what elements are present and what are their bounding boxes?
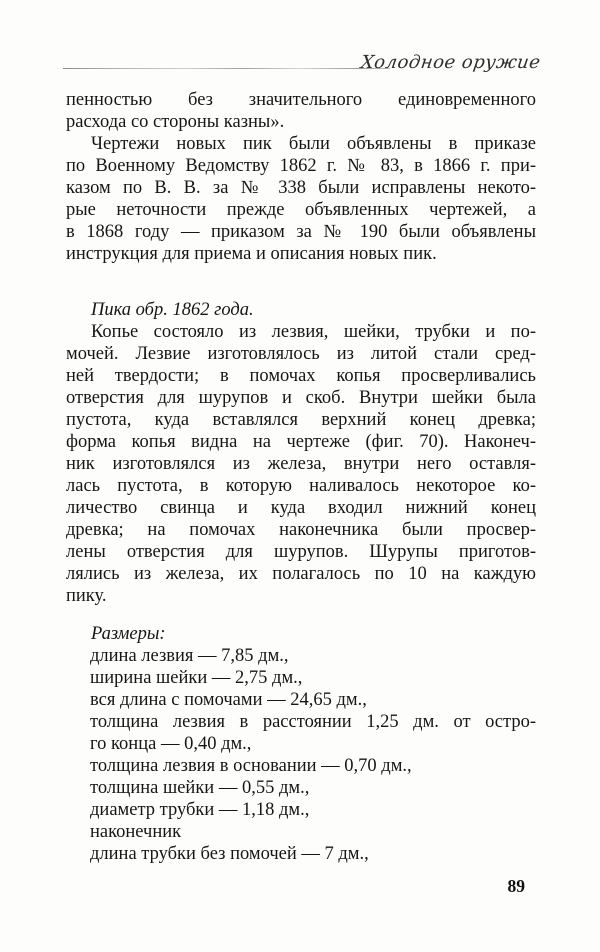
text-line: Копье состояло из лезвия, шейки, трубки и по- xyxy=(91,322,536,342)
text-line: отверстия для шурупов и скоб. Внутри шейки была xyxy=(66,388,536,408)
text-line: Чертежи новых пик были объявлены в приказе xyxy=(91,134,536,154)
text-line: ней твердости; в помочах копья просверливались xyxy=(66,366,536,386)
text-line: форма копья видна на чертеже (фиг. 70). Наконеч- xyxy=(66,432,536,452)
paragraph-description xyxy=(66,321,536,607)
dimension-line: го конца — 0,40 дм., xyxy=(90,734,252,754)
text-line: древка; на помочах наконечника были просвер- xyxy=(66,520,536,540)
text-line: ник изготовлялся из железа, внутри него оставля- xyxy=(66,454,536,474)
page-content xyxy=(66,89,536,865)
dimension-line: ширина шейки — 2,75 дм., xyxy=(90,668,303,688)
text-line: лены отверстия для шурупов. Шурупы приготов- xyxy=(66,542,536,562)
text-line: мочей. Лезвие изготовлялось из литой стали сред- xyxy=(66,344,536,364)
paragraph-continuation xyxy=(66,89,536,133)
page-number: 89 xyxy=(507,876,525,896)
header-rule xyxy=(63,68,390,69)
text-line: личество свинца и куда входил нижний конец xyxy=(66,498,536,518)
text-line: расхода со стороны казны». xyxy=(66,112,285,132)
dimension-line: длина трубки без помочей — 7 дм., xyxy=(90,844,369,864)
dimensions-list xyxy=(66,645,536,865)
dimension-line: толщина лезвия в расстоянии 1,25 дм. от остро- xyxy=(90,712,536,732)
dimension-line: толщина лезвия в основании — 0,70 дм., xyxy=(90,756,412,776)
section-heading-sizes: Размеры: xyxy=(91,624,166,644)
running-header-title: Холодное оружие xyxy=(359,52,542,73)
text-line: лась пустота, в которую наливалось некоторое ко- xyxy=(66,476,536,496)
text-line: казом по В. В. за № 338 были исправлены некото- xyxy=(66,178,536,198)
text-line: пенностью без значительного единовременного xyxy=(66,90,536,110)
dimension-line: длина лезвия — 7,85 дм., xyxy=(90,646,289,666)
text-line: инструкция для приема и описания новых пик. xyxy=(66,244,437,264)
dimension-line: толщина шейки — 0,55 дм., xyxy=(90,778,310,798)
paragraph-orders xyxy=(66,133,536,265)
text-line: в 1868 году — приказом за № 190 были объявлены xyxy=(66,222,536,242)
text-line: рые неточности прежде объявленных чертежей, а xyxy=(66,200,536,220)
text-line: по Военному Ведомству 1862 г. № 83, в 1866 г. при- xyxy=(66,156,536,176)
dimension-line: диаметр трубки — 1,18 дм., xyxy=(90,800,310,820)
section-heading-pika: Пика обр. 1862 года. xyxy=(91,300,254,320)
text-line: пику. xyxy=(66,586,107,606)
dimension-line: вся длина с помочами — 24,65 дм., xyxy=(90,690,367,710)
dimension-line: наконечник xyxy=(90,822,182,842)
text-line: лялись из железа, их полагалось по 10 на каждую xyxy=(66,564,536,584)
text-line: пустота, куда вставлялся верхний конец древка; xyxy=(66,410,536,430)
